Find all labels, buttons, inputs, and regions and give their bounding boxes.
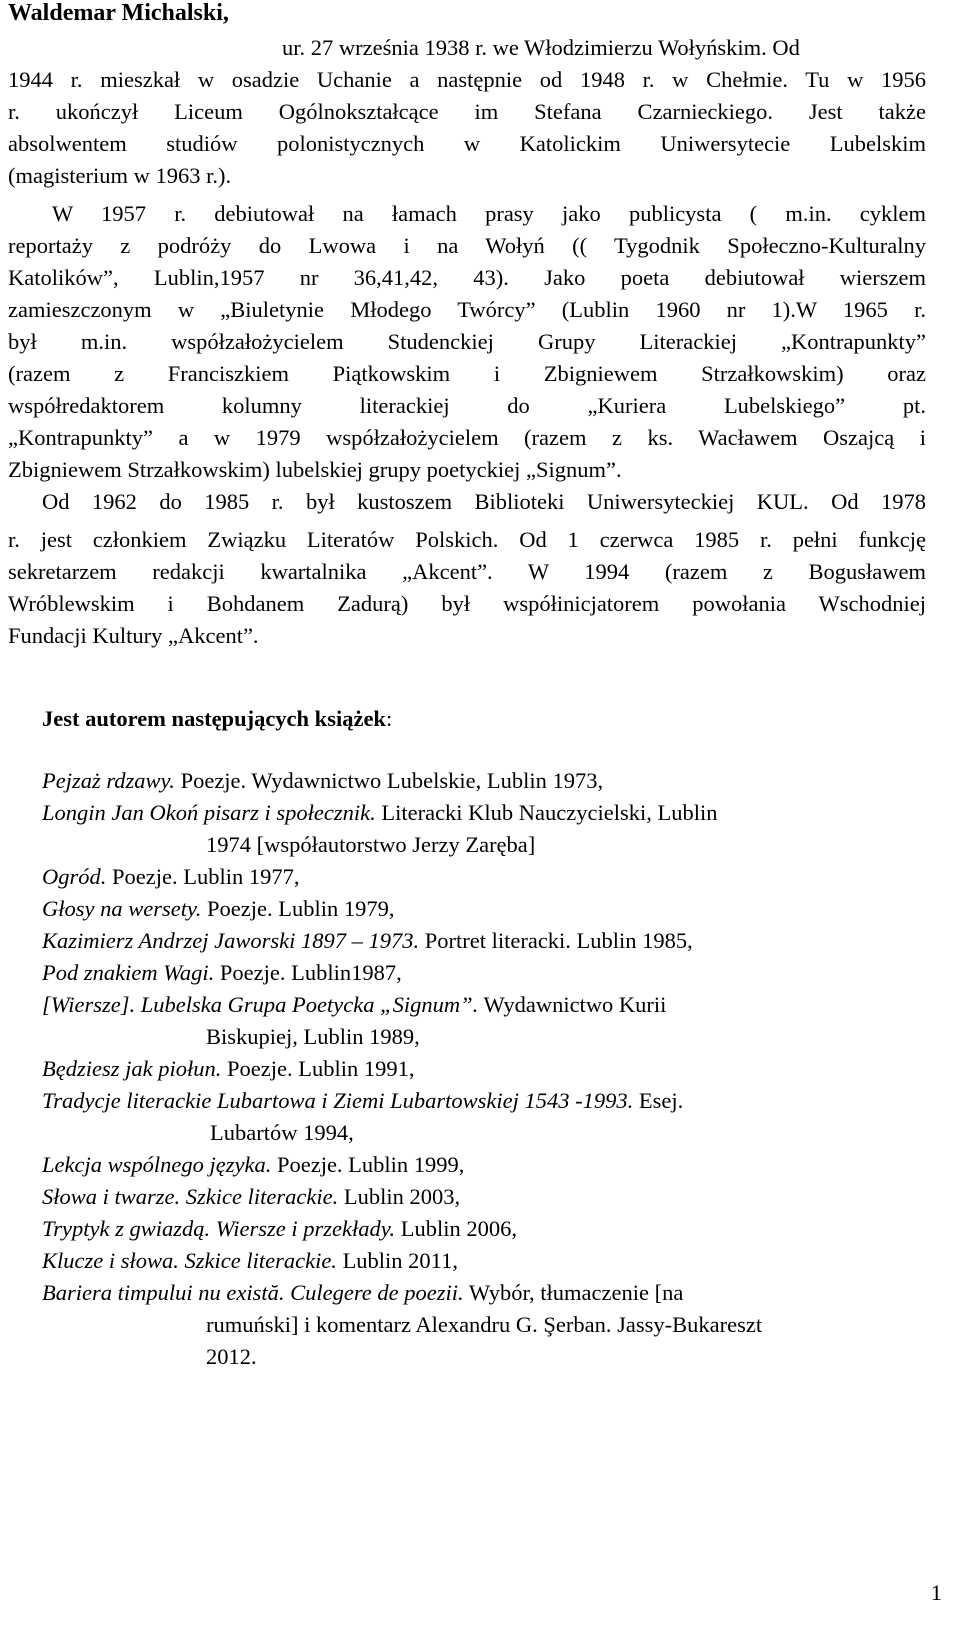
work-details: Literacki Klub Nauczycielski, Lublin [375, 800, 718, 825]
work-entry [42, 1149, 926, 1181]
work-title: Słowa i twarze. Szkice literackie. [42, 1184, 339, 1209]
work-details: Poezje. Lublin 1999, [271, 1152, 465, 1177]
work-entry [42, 1277, 926, 1309]
work-title: Longin Jan Okoń pisarz i społecznik. [42, 800, 376, 825]
work-entry [42, 765, 926, 797]
bio-line: współredaktorem kolumny literackiej do „Kuriera Lubelskiego” pt. [8, 393, 926, 418]
bio-line: „Kontrapunkty” a w 1979 współzałożycielem (razem z ks. Wacławem Oszajcą i [8, 425, 926, 450]
work-details: Biskupiej, Lublin 1989, [206, 1024, 420, 1049]
bio-line: absolwentem studiów polonistycznych w Katolickim Uniwersytecie Lubelskim [8, 131, 926, 156]
work-entry-continuation [206, 1341, 926, 1373]
work-entry [42, 797, 926, 829]
work-title: Głosy na wersety. [42, 896, 202, 921]
work-entry [42, 893, 926, 925]
work-details: Esej. [633, 1088, 684, 1113]
work-title: Kazimierz Andrzej Jaworski 1897 – 1973. [42, 928, 420, 953]
work-entry [42, 861, 926, 893]
work-entry [42, 957, 926, 989]
work-entry [42, 1181, 926, 1213]
work-entry-continuation [210, 1117, 926, 1149]
bio-line: r. jest członkiem Związku Literatów Polskich. Od 1 czerwca 1985 r. pełni funkcję [8, 527, 926, 552]
work-entry-continuation [206, 829, 926, 861]
works-heading-bold: Jest autorem następujących książek [42, 706, 386, 731]
work-details: Poezje. Lublin 1977, [106, 864, 300, 889]
work-details: Lubartów 1994, [210, 1120, 354, 1145]
bio-line: W 1957 r. debiutował na łamach prasy jako publicysta ( m.in. cyklem [52, 201, 926, 226]
work-details: rumuński] i komentarz Alexandru G. Şerban. Jassy-Bukareszt [206, 1312, 763, 1337]
work-title: Ogród. [42, 864, 107, 889]
bio-line: był m.in. współzałożycielem Studenckiej Grupy Literackiej „Kontrapunkty” [8, 329, 926, 354]
work-entry [42, 989, 926, 1021]
work-details: Wybór, tłumaczenie [na [463, 1280, 684, 1305]
work-title: Pod znakiem Wagi. [42, 960, 215, 985]
bio-line: reportaży z podróży do Lwowa i na Wołyń (( Tygodnik Społeczno-Kulturalny [8, 233, 926, 258]
work-title: Tryptyk z gwiazdą. Wiersze i przekłady. [42, 1216, 396, 1241]
work-entry [42, 1053, 926, 1085]
page-number: 1 [930, 1580, 942, 1605]
bio-line: r. ukończył Liceum Ogólnokształcące im Stefana Czarnieckiego. Jest także [8, 99, 926, 124]
work-entry [42, 1213, 926, 1245]
bio-line: sekretarzem redakcji kwartalnika „Akcent”. W 1994 (razem z Bogusławem [8, 559, 926, 584]
bio-line: Zbigniewem Strzałkowskim) lubelskiej grupy poetyckiej „Signum”. [8, 457, 622, 482]
work-title: Tradycje literackie Lubartowa i Ziemi Lubartowskiej 1543 -1993. [42, 1088, 634, 1113]
bio-line: Katolików”, Lublin,1957 nr 36,41,42, 43). Jako poeta debiutował wierszem [8, 265, 926, 290]
bio-line: zamieszczonym w „Biuletynie Młodego Twórcy” (Lublin 1960 nr 1).W 1965 r. [8, 297, 926, 322]
bio-line: Wróblewskim i Bohdanem Zadurą) był współinicjatorem powołania Wschodniej [8, 591, 926, 616]
work-details: Poezje. Lublin 1991, [221, 1056, 415, 1081]
bio-line: Fundacji Kultury „Akcent”. [8, 623, 259, 648]
work-details: 1974 [współautorstwo Jerzy Zaręba] [206, 832, 536, 857]
work-entry-continuation [206, 1021, 926, 1053]
bio-line: (razem z Franciszkiem Piątkowskim i Zbigniewem Strzałkowskim) oraz [8, 361, 926, 386]
author-name: Waldemar Michalski, [8, 0, 229, 26]
works-heading [42, 703, 392, 735]
works-heading-colon: : [385, 706, 393, 731]
bio-line: (magisterium w 1963 r.). [8, 163, 232, 188]
bio-line: Od 1962 do 1985 r. był kustoszem Biblioteki Uniwersyteckiej KUL. Od 1978 [42, 489, 926, 514]
work-title: Klucze i słowa. Szkice literackie. [42, 1248, 337, 1273]
work-entry [42, 925, 926, 957]
work-title: [Wiersze]. Lubelska Grupa Poetycka „Signum”. [42, 992, 479, 1017]
work-title: Pejzaż rdzawy. [42, 768, 175, 793]
work-details: Poezje. Lublin 1979, [201, 896, 395, 921]
work-title: Będziesz jak piołun. [42, 1056, 222, 1081]
work-details: Lublin 2006, [395, 1216, 517, 1241]
work-entry [42, 1085, 926, 1117]
bio-line: 1944 r. mieszkał w osadzie Uchanie a następnie od 1948 r. w Chełmie. Tu w 1956 [8, 67, 926, 92]
work-title: Bariera timpului nu există. Culegere de poezii. [42, 1280, 464, 1305]
work-details: Wydawnictwo Kurii [478, 992, 667, 1017]
work-details: Portret literacki. Lublin 1985, [419, 928, 693, 953]
work-details: Lublin 2011, [336, 1248, 458, 1273]
work-details: Poezje. Lublin1987, [214, 960, 402, 985]
bio-line: ur. 27 września 1938 r. we Włodzimierzu Wołyńskim. Od [282, 35, 800, 60]
work-details: Poezje. Wydawnictwo Lubelskie, Lublin 1973, [174, 768, 604, 793]
work-title: Lekcja wspólnego języka. [42, 1152, 272, 1177]
work-details: 2012. [206, 1344, 257, 1369]
work-details: Lublin 2003, [338, 1184, 461, 1209]
work-entry-continuation [206, 1309, 926, 1341]
work-entry [42, 1245, 926, 1277]
